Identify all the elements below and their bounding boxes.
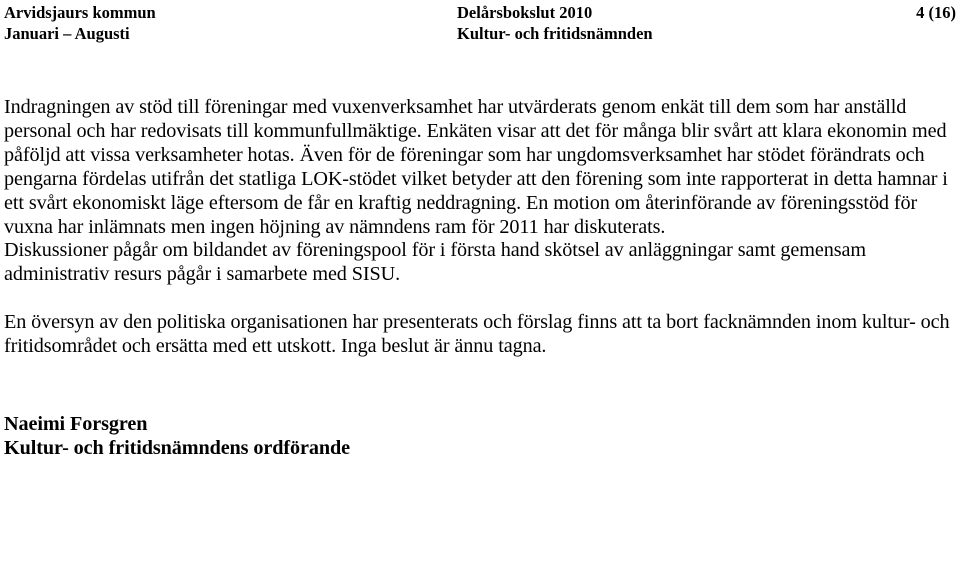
paragraph-spacer xyxy=(4,287,959,311)
report-period: Januari – Augusti xyxy=(4,24,130,43)
report-title: Delårsbokslut 2010 xyxy=(457,3,593,22)
header-right xyxy=(916,2,956,23)
page-number: 4 (16) xyxy=(916,3,956,22)
signature-spacer xyxy=(4,359,959,413)
committee-name: Kultur- och fritidsnämnden xyxy=(457,24,653,43)
signatory-name: Naeimi Forsgren xyxy=(4,413,148,436)
document-body xyxy=(4,96,959,461)
paragraph-association-pool: Diskussioner pågår om bildandet av föreningspool för i första hand skötsel av anläggningar samt gemensam administrativ resurs pågår i samarbete med SISU. xyxy=(4,239,866,286)
paragraph-association-support: Indragningen av stöd till föreningar med vuxenverksamhet har utvärderats genom enkät till dem som har anställd personal och har redovisats till kommunfullmäktige. Enkäten visar att det för många blir svårt att klara ekonomin med påföljd att vissa verksamheter hotas. Även för de föreningar som har ungdomsverksamhet har stödet förändrats och pengarna fördelas utifrån det statliga LOK-stödet vilket betyder att den förening som inte rapporterat in detta hamnar i ett svårt ekonomiskt läge eftersom de får en kraftig neddragning. En motion om återinförande av föreningsstöd för vuxna har inlämnats men ingen höjning av nämndens ram för 2011 har diskuterats. xyxy=(4,96,948,238)
signatory-title: Kultur- och fritidsnämndens ordförande xyxy=(4,436,350,459)
page-header xyxy=(4,2,956,46)
signature-block xyxy=(4,413,959,461)
municipality-name: Arvidsjaurs kommun xyxy=(4,3,156,22)
header-center xyxy=(457,2,653,44)
header-left xyxy=(4,2,156,44)
paragraph-political-organization: En översyn av den politiska organisationen har presenterats och förslag finns att ta bort facknämnden inom kultur- och fritidsområdet och ersätta med ett utskott. Inga beslut är ännu tagna. xyxy=(4,311,950,358)
